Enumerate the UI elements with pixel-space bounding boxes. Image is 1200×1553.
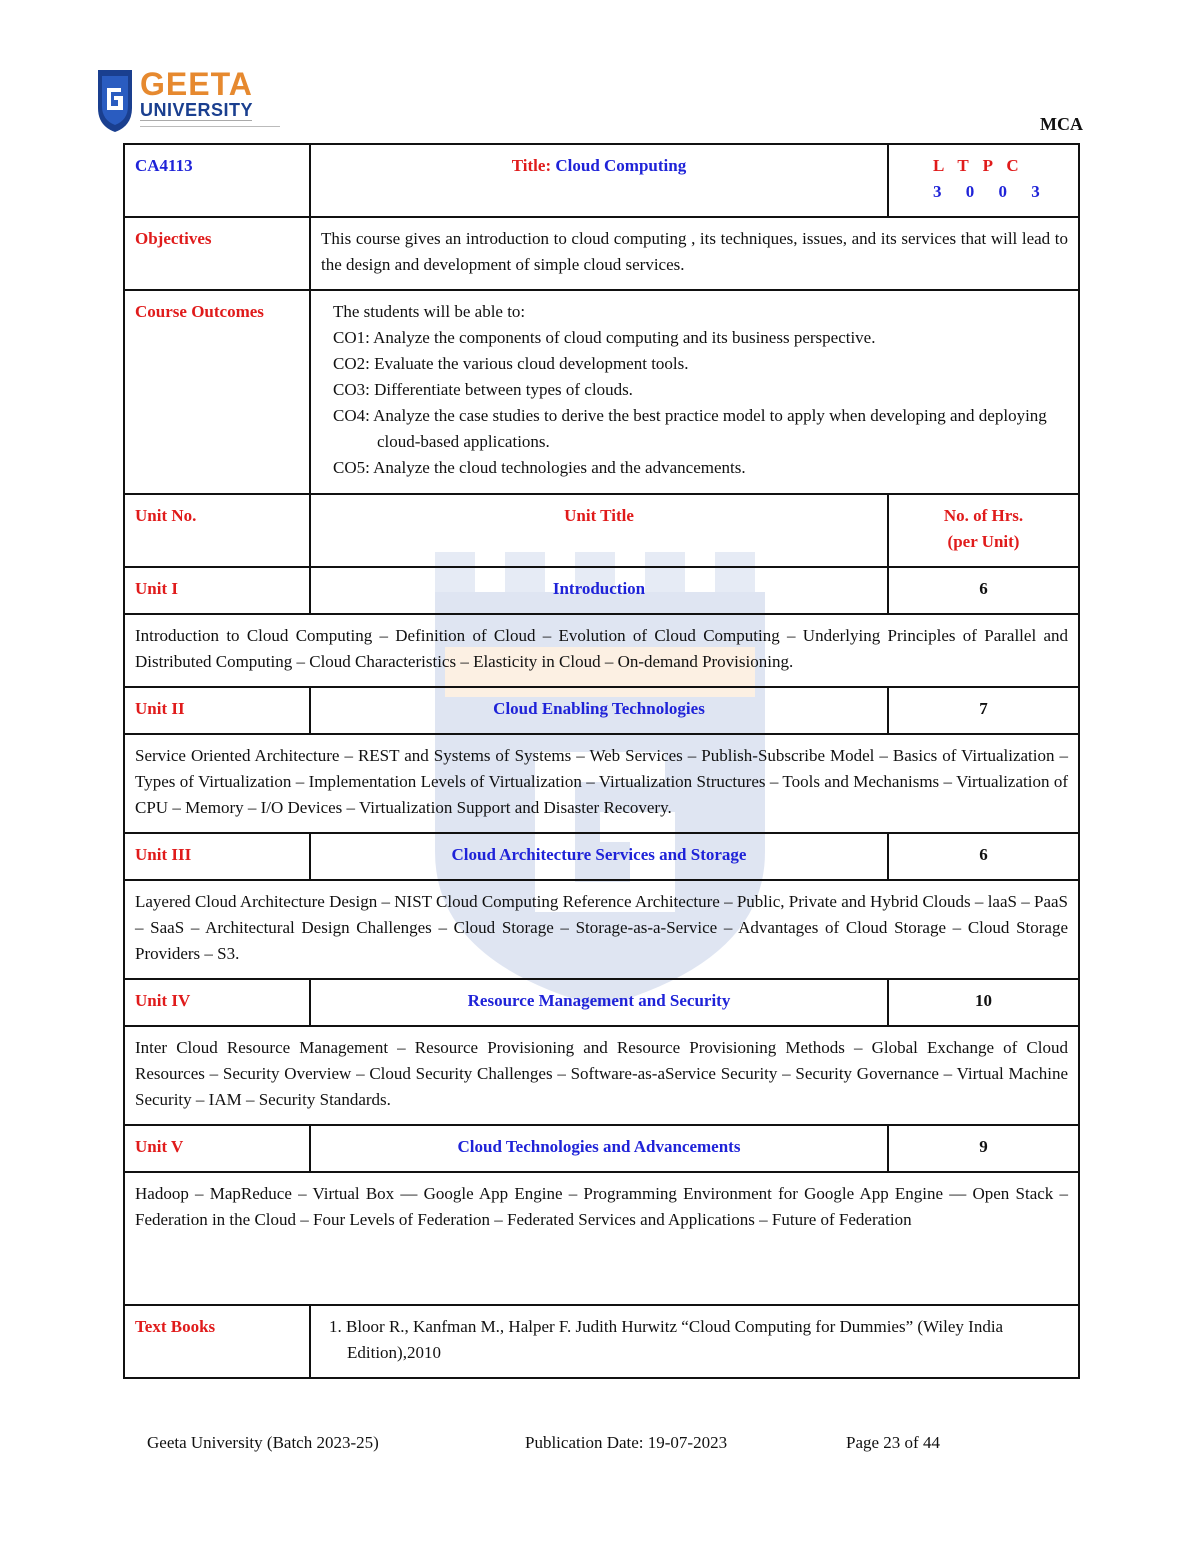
unit-content-row xyxy=(124,1172,1079,1305)
objectives-text: This course gives an introduction to cloud computing , its techniques, issues, and its services that will lead to the design and development of simple cloud services. xyxy=(310,217,1079,290)
logo-tagline-line xyxy=(140,120,252,125)
textbooks-cell xyxy=(310,1305,1079,1378)
unit-hours: 7 xyxy=(888,687,1079,734)
unit-content-row xyxy=(124,880,1079,979)
outcomes-intro: The students will be able to: xyxy=(333,302,526,321)
hours-header: No. of Hrs. (per Unit) xyxy=(888,494,1079,567)
unit-number: Unit V xyxy=(135,1137,184,1156)
unit-number: Unit III xyxy=(135,845,192,864)
unit-content: Service Oriented Architecture – REST and Systems of Systems – Web Services – Publish-Subscribe Model – Basics of Virtualization – Types of Virtualization – Implementation Levels of Virtualization – Virtualization Structures – Tools and Mechanisms – Virtualization of CPU – Memory – I/O Devices – Virtualization Support and Disaster Recovery. xyxy=(124,734,1079,833)
course-outcome-item: CO4: Analyze the case studies to derive the best practice model to apply when developing and deploying cloud-based applications. xyxy=(333,406,1047,451)
objectives-label: Objectives xyxy=(135,229,212,248)
unit-hours: 6 xyxy=(888,567,1079,614)
syllabus-table xyxy=(123,143,1080,1379)
course-outcome-item: CO3: Differentiate between types of clouds. xyxy=(333,380,633,399)
unit-content: Layered Cloud Architecture Design – NIST Cloud Computing Reference Architecture – Public, Private and Hybrid Clouds – laaS – PaaS – SaaS – Architectural Design Challenges – Cloud Storage – Storage-as-a-Service – Advantages of Cloud Storage – Cloud Storage Providers – S3. xyxy=(124,880,1079,979)
course-title-label: Title: xyxy=(511,156,552,175)
outcomes-row xyxy=(124,290,1079,494)
program-label: MCA xyxy=(1040,114,1083,134)
unit-number: Unit II xyxy=(135,699,185,718)
ltpc-label: L T P C xyxy=(933,156,1024,175)
unit-hours: 6 xyxy=(888,833,1079,880)
unit-title: Cloud Enabling Technologies xyxy=(493,699,705,718)
unit-hours: 10 xyxy=(888,979,1079,1026)
unit-content: Introduction to Cloud Computing – Definition of Cloud – Evolution of Cloud Computing – Underlying Principles of Parallel and Distributed Computing – Cloud Characteristics – Elasticity in Cloud – On-demand Provisioning. xyxy=(124,614,1079,687)
units-section xyxy=(124,567,1079,1305)
unit-title: Cloud Technologies and Advancements xyxy=(457,1137,741,1156)
unit-row xyxy=(124,687,1079,734)
unit-title-header: Unit Title xyxy=(564,506,634,525)
unit-content-row xyxy=(124,614,1079,687)
unit-content: Hadoop – MapReduce – Virtual Box — Google App Engine – Programming Environment for Google App Engine — Open Stack – Federation in the Cloud – Four Levels of Federation – Federated Services and Applications – Future of Federation xyxy=(124,1172,1079,1305)
logo-wordmark: GEETA xyxy=(140,66,253,102)
unit-row xyxy=(124,979,1079,1026)
outcomes-label: Course Outcomes xyxy=(135,302,264,321)
unit-content-row xyxy=(124,734,1079,833)
course-outcome-item: CO2: Evaluate the various cloud development tools. xyxy=(333,354,689,373)
course-title-cell xyxy=(310,144,888,217)
outcomes-cell xyxy=(310,290,1079,494)
unit-hours: 9 xyxy=(888,1125,1079,1172)
logo-tagline-line xyxy=(140,126,280,130)
unit-title: Resource Management and Security xyxy=(467,991,731,1010)
footer-batch: Geeta University (Batch 2023-25) xyxy=(147,1433,379,1452)
logo-subtitle: UNIVERSITY xyxy=(140,100,254,120)
footer-page-number: Page 23 of 44 xyxy=(846,1433,940,1452)
unit-number: Unit I xyxy=(135,579,178,598)
ltpc-values: 3 0 0 3 xyxy=(933,182,1050,201)
unit-number: Unit IV xyxy=(135,991,191,1010)
objectives-row xyxy=(124,217,1079,290)
unit-title: Cloud Architecture Services and Storage xyxy=(451,845,747,864)
course-code: CA4113 xyxy=(124,144,310,217)
footer-publication-date: Publication Date: 19-07-2023 xyxy=(525,1433,728,1452)
unit-row xyxy=(124,567,1079,614)
course-outcome-item: CO1: Analyze the components of cloud computing and its business perspective. xyxy=(333,328,876,347)
course-header-row xyxy=(124,144,1079,217)
unit-row xyxy=(124,833,1079,880)
textbooks-label: Text Books xyxy=(135,1317,216,1336)
unit-content-row xyxy=(124,1026,1079,1125)
unit-no-header: Unit No. xyxy=(135,506,197,525)
unit-header-row xyxy=(124,494,1079,567)
shield-icon xyxy=(96,68,134,134)
ltpc-cell xyxy=(888,144,1079,217)
unit-row xyxy=(124,1125,1079,1172)
university-logo xyxy=(96,68,256,136)
textbooks-row xyxy=(124,1305,1079,1378)
unit-content: Inter Cloud Resource Management – Resource Provisioning and Resource Provisioning Methods – Global Exchange of Cloud Resources – Security Overview – Cloud Security Challenges – Software-as-aService Security – Security Governance – Virtual Machine Security – IAM – Security Standards. xyxy=(124,1026,1079,1125)
course-outcome-item: CO5: Analyze the cloud technologies and the advancements. xyxy=(333,458,746,477)
course-title: Cloud Computing xyxy=(555,156,687,175)
unit-title: Introduction xyxy=(552,579,646,598)
textbook-item: 1. Bloor R., Kanfman M., Halper F. Judith Hurwitz “Cloud Computing for Dummies” (Wiley India Edition),2010 xyxy=(329,1317,1004,1362)
